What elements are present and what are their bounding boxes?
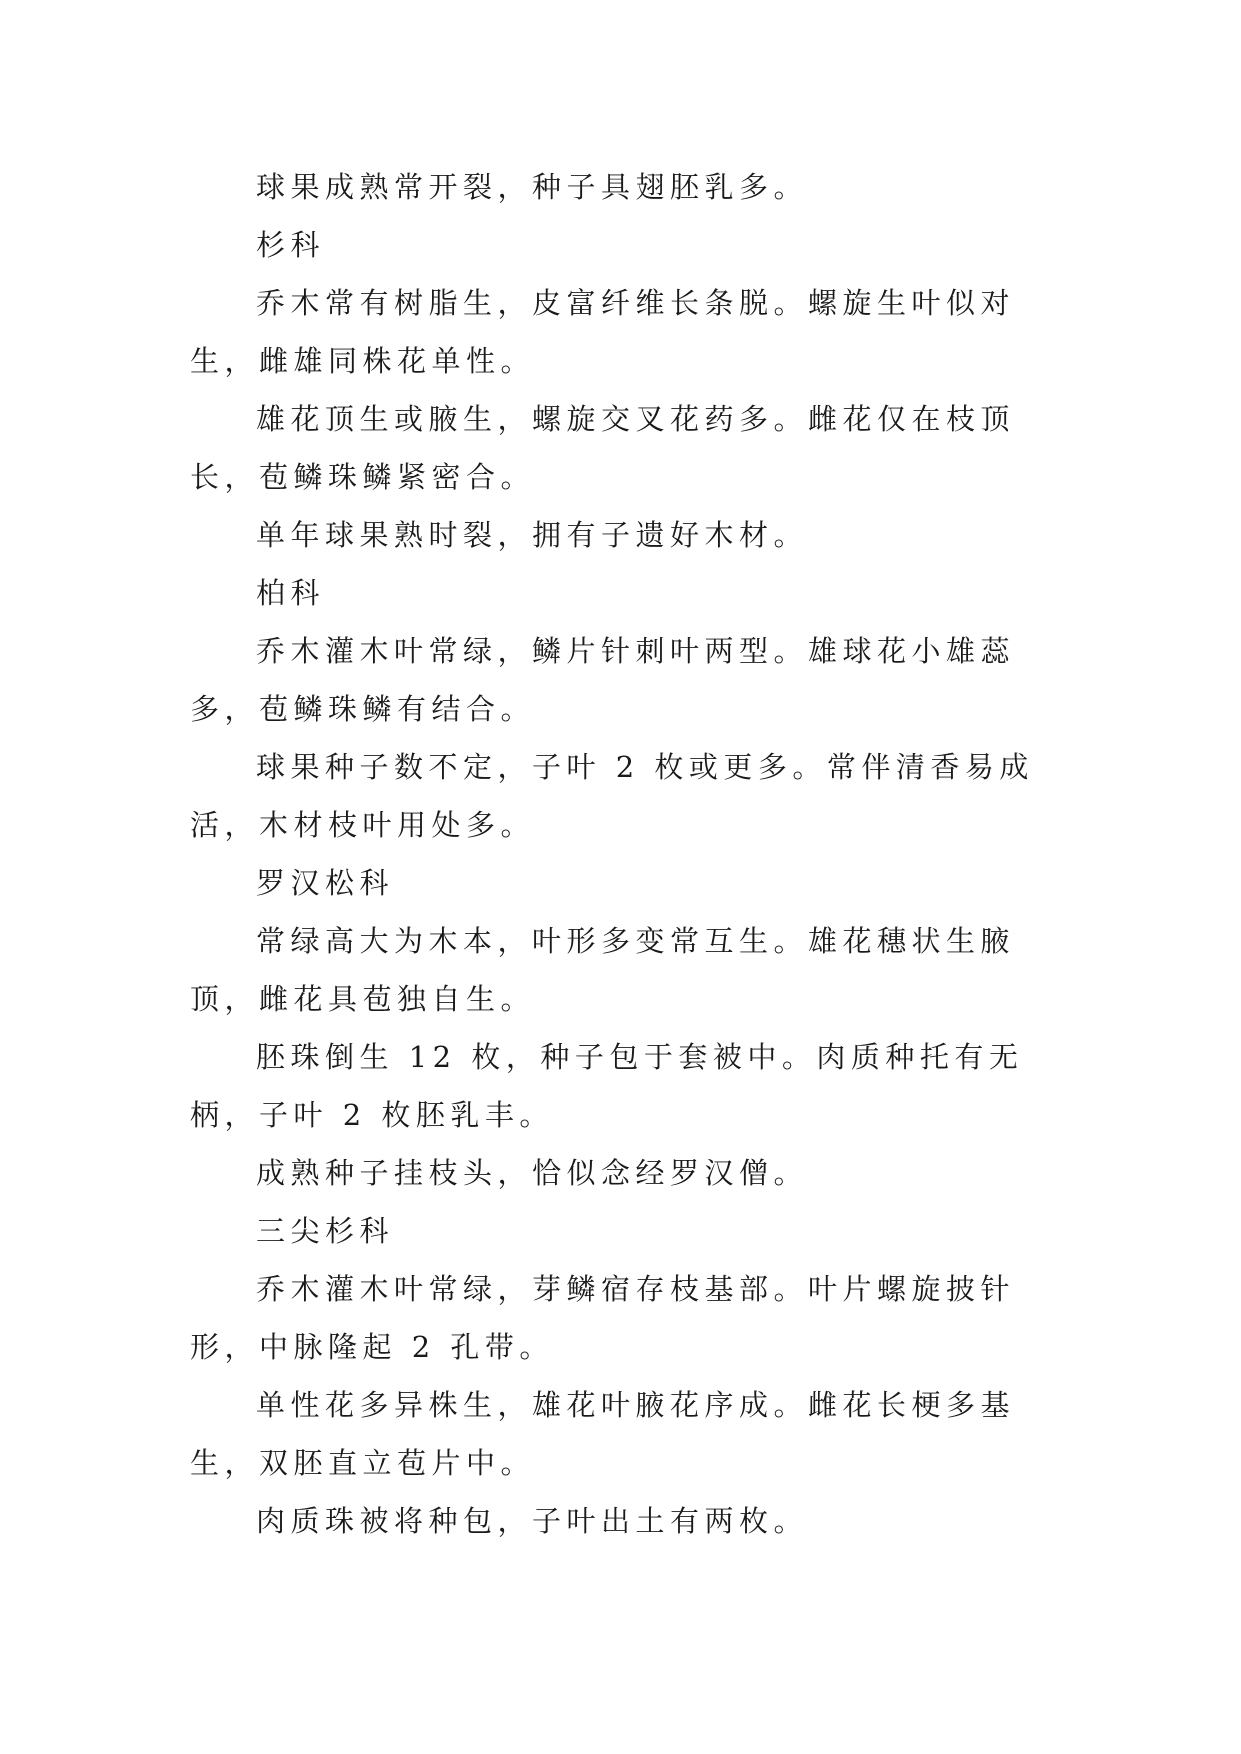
paragraph: 雄花顶生或腋生，螺旋交叉花药多。雌花仅在枝顶长，苞鳞珠鳞紧密合。 [190,402,1016,494]
section-heading-luohansongke: 罗汉松科 [256,866,395,900]
paragraph: 乔木灌木叶常绿，芽鳞宿存枝基部。叶片螺旋披针形，中脉隆起 2 孔带。 [190,1272,1016,1364]
paragraph: 乔木常有树脂生，皮富纤维长条脱。螺旋生叶似对生，雌雄同株花单性。 [190,286,1016,378]
paragraph: 肉质珠被将种包，子叶出土有两枚。 [256,1504,809,1538]
section-heading-sanjianshanke: 三尖杉科 [256,1214,395,1248]
section-heading-shanke: 杉科 [256,228,326,262]
paragraph: 单性花多异株生，雄花叶腋花序成。雌花长梗多基生，双胚直立苞片中。 [190,1388,1016,1480]
paragraph: 单年球果熟时裂，拥有子遗好木材。 [256,518,809,552]
paragraph: 常绿高大为木本，叶形多变常互生。雄花穗状生腋顶，雌花具苞独自生。 [190,924,1016,1016]
section-heading-baike: 柏科 [256,576,326,610]
paragraph: 乔木灌木叶常绿，鳞片针刺叶两型。雄球花小雄蕊多，苞鳞珠鳞有结合。 [190,634,1016,726]
document-body [190,158,1070,1550]
paragraph: 球果种子数不定，子叶 2 枚或更多。常伴清香易成活，木材枝叶用处多。 [190,750,1034,842]
paragraph: 胚珠倒生 12 枚，种子包于套被中。肉质种托有无柄，子叶 2 枚胚乳丰。 [190,1040,1024,1132]
paragraph: 球果成熟常开裂，种子具翅胚乳多。 [256,170,809,204]
paragraph: 成熟种子挂枝头，恰似念经罗汉僧。 [256,1156,809,1190]
